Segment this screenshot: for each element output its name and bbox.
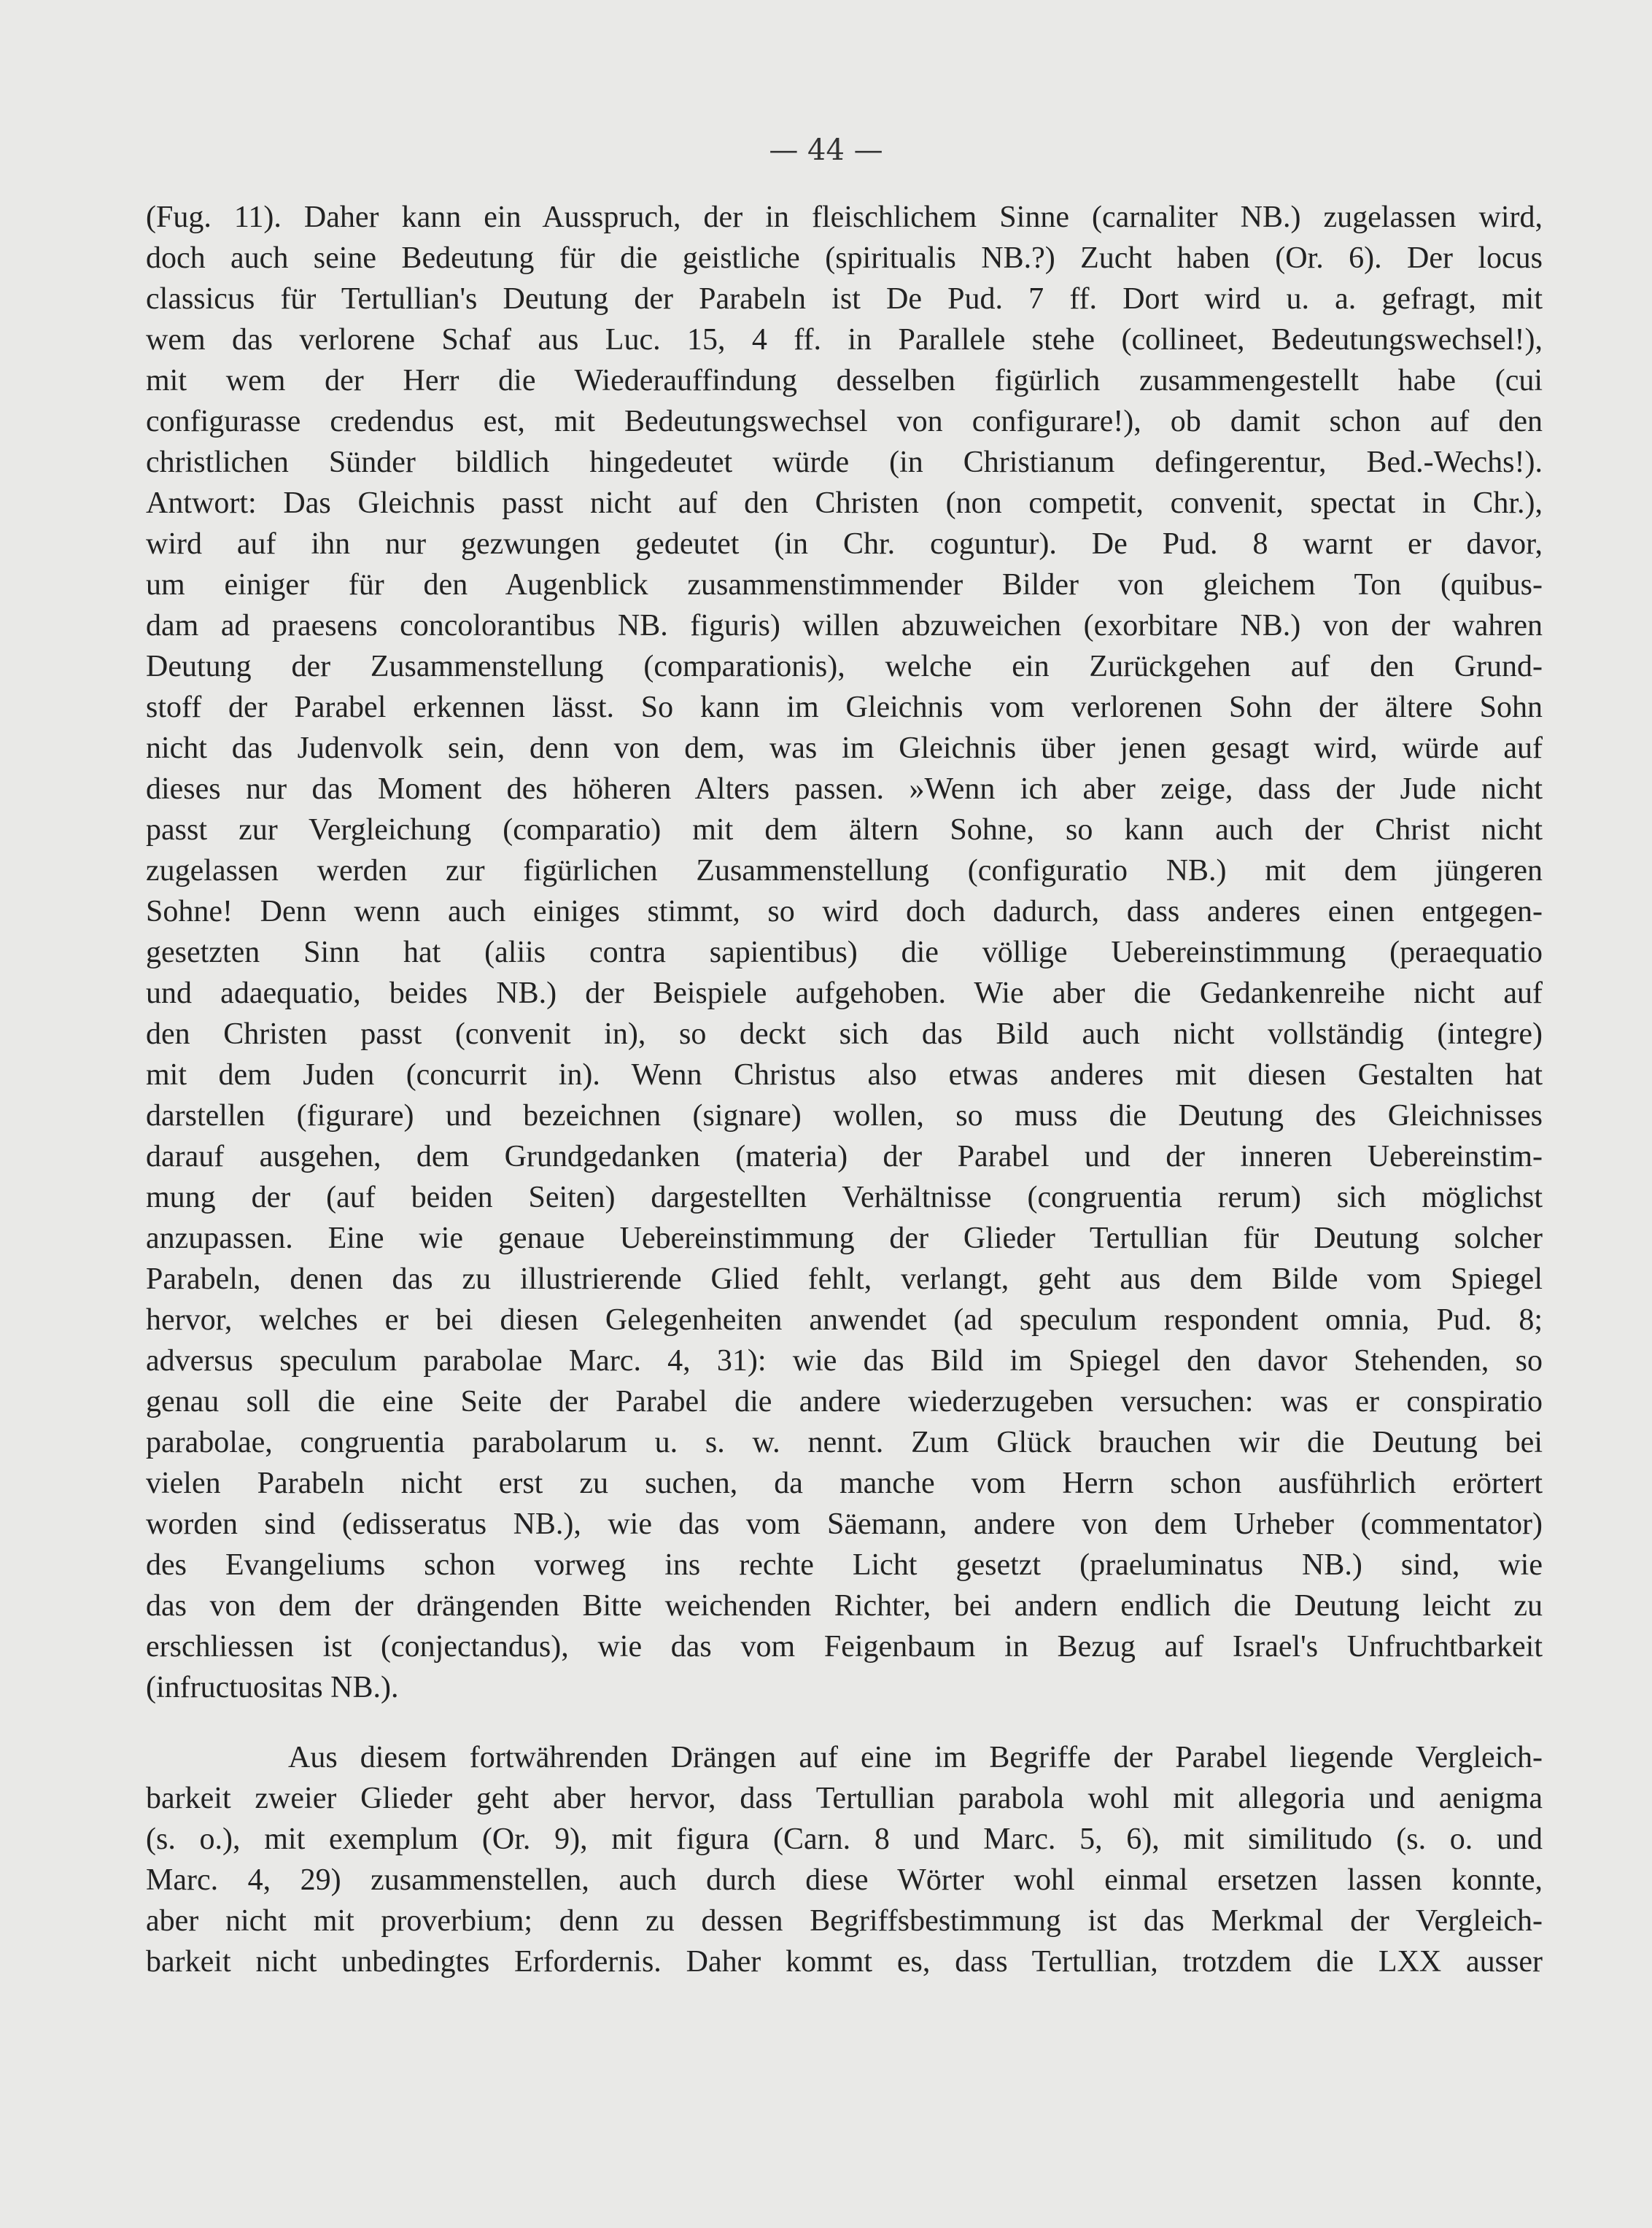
text-line: und adaequatio, beides NB.) der Beispiele aufgehoben. Wie aber die Gedankenreihe nicht auf (146, 977, 1543, 1010)
text-line: mit wem der Herr die Wiederauffindung desselben figürlich zusammengestellt habe (cui (146, 364, 1543, 397)
text-line: wem das verlorene Schaf aus Luc. 15, 4 ff. in Parallele stehe (collineet, Bedeutungswechsel!), (146, 323, 1543, 357)
text-line: configurasse credendus est, mit Bedeutungswechsel von configurare!), ob damit schon auf den (146, 405, 1543, 438)
text-line: zugelassen werden zur figürlichen Zusammenstellung (configuratio NB.) mit dem jüngeren (146, 854, 1543, 888)
text-line: dam ad praesens concolorantibus NB. figuris) willen abzuweichen (exorbitare NB.) von der wahren (146, 609, 1543, 643)
text-line: passt zur Vergleichung (comparatio) mit dem ältern Sohne, so kann auch der Christ nicht (146, 813, 1543, 847)
text-line: anzupassen. Eine wie genaue Uebereinstimmung der Glieder Tertullian für Deutung solcher (146, 1222, 1543, 1255)
text-line: darauf ausgehen, dem Grundgedanken (materia) der Parabel und der inneren Uebereinstim- (146, 1140, 1543, 1173)
text-line: nicht das Judenvolk sein, denn von dem, was im Gleichnis über jenen gesagt wird, würde auf (146, 731, 1543, 765)
text-line: gesetzten Sinn hat (aliis contra sapientibus) die völlige Uebereinstimmung (peraequatio (146, 936, 1543, 969)
body-text (146, 197, 1543, 1982)
page-number: — 44 — (769, 133, 883, 167)
text-line: mung der (auf beiden Seiten) dargestellten Verhältnisse (congruentia rerum) sich möglichst (146, 1181, 1543, 1214)
text-line: den Christen passt (convenit in), so deckt sich das Bild auch nicht vollständig (integre) (146, 1017, 1543, 1051)
text-line: doch auch seine Bedeutung für die geistliche (spiritualis NB.?) Zucht haben (Or. 6). Der locus (146, 241, 1543, 275)
text-line: Sohne! Denn wenn auch einiges stimmt, so wird doch dadurch, dass anderes einen entgegen- (146, 895, 1543, 928)
text-line: Aus diesem fortwährenden Drängen auf eine im Begriffe der Parabel liegende Vergleich- (288, 1741, 1543, 1774)
text-line: erschliessen ist (conjectandus), wie das vom Feigenbaum in Bezug auf Israel's Unfruchtbarkeit (146, 1630, 1543, 1664)
text-line: (Fug. 11). Daher kann ein Ausspruch, der in fleischlichem Sinne (carnaliter NB.) zugelassen wird, (146, 201, 1543, 234)
text-line: Marc. 4, 29) zusammenstellen, auch durch diese Wörter wohl einmal ersetzen lassen konnte, (146, 1863, 1543, 1897)
text-line: barkeit nicht unbedingtes Erfordernis. Daher kommt es, dass Tertullian, trotzdem die LXX ausser (146, 1945, 1543, 1979)
text-line: des Evangeliums schon vorweg ins rechte Licht gesetzt (praeluminatus NB.) sind, wie (146, 1548, 1543, 1582)
text-line: darstellen (figurare) und bezeichnen (signare) wollen, so muss die Deutung des Gleichnisses (146, 1099, 1543, 1133)
text-line: Antwort: Das Gleichnis passt nicht auf den Christen (non competit, convenit, spectat in Chr.), (146, 486, 1543, 520)
text-line: vielen Parabeln nicht erst zu suchen, da manche vom Herrn schon ausführlich erörtert (146, 1467, 1543, 1500)
text-line: worden sind (edisseratus NB.), wie das vom Säemann, andere von dem Urheber (commentator) (146, 1507, 1543, 1541)
text-line: barkeit zweier Glieder geht aber hervor, dass Tertullian parabola wohl mit allegoria und aenigma (146, 1782, 1543, 1815)
text-line: stoff der Parabel erkennen lässt. So kann im Gleichnis vom verlorenen Sohn der ältere Sohn (146, 691, 1543, 724)
text-line: das von dem der drängenden Bitte weichenden Richter, bei andern endlich die Deutung leicht zu (146, 1589, 1543, 1623)
text-line: aber nicht mit proverbium; denn zu dessen Begriffsbestimmung ist das Merkmal der Vergleich- (146, 1904, 1543, 1938)
paragraph-2 (146, 1737, 1543, 1982)
text-line: Deutung der Zusammenstellung (comparationis), welche ein Zurückgehen auf den Grund- (146, 650, 1543, 683)
text-line: mit dem Juden (concurrit in). Wenn Christus also etwas anderes mit diesen Gestalten hat (146, 1058, 1543, 1092)
text-line: parabolae, congruentia parabolarum u. s. w. nennt. Zum Glück brauchen wir die Deutung bei (146, 1426, 1543, 1459)
text-line: christlichen Sünder bildlich hingedeutet würde (in Christianum defingerentur, Bed.-Wechs!). (146, 446, 1543, 479)
text-line: hervor, welches er bei diesen Gelegenheiten anwendet (ad speculum respondent omnia, Pud. 8; (146, 1303, 1543, 1337)
text-line: (infructuositas NB.). (146, 1671, 399, 1704)
text-line: classicus für Tertullian's Deutung der Parabeln ist De Pud. 7 ff. Dort wird u. a. gefragt, mit (146, 282, 1543, 316)
paragraph-1 (146, 197, 1543, 1708)
text-line: Parabeln, denen das zu illustrierende Glied fehlt, verlangt, geht aus dem Bilde vom Spiegel (146, 1262, 1543, 1296)
paragraph-gap (146, 1708, 1543, 1737)
text-line: wird auf ihn nur gezwungen gedeutet (in Chr. coguntur). De Pud. 8 warnt er davor, (146, 527, 1543, 561)
text-line: adversus speculum parabolae Marc. 4, 31): wie das Bild im Spiegel den davor Stehenden, so (146, 1344, 1543, 1378)
text-line: (s. o.), mit exemplum (Or. 9), mit figura (Carn. 8 und Marc. 5, 6), mit similitudo (s. o. und (146, 1823, 1543, 1856)
text-line: dieses nur das Moment des höheren Alters passen. »Wenn ich aber zeige, dass der Jude nicht (146, 772, 1543, 806)
text-line: um einiger für den Augenblick zusammenstimmender Bilder von gleichem Ton (quibus- (146, 568, 1543, 602)
text-line: genau soll die eine Seite der Parabel die andere wiederzugeben versuchen: was er conspiratio (146, 1385, 1543, 1418)
